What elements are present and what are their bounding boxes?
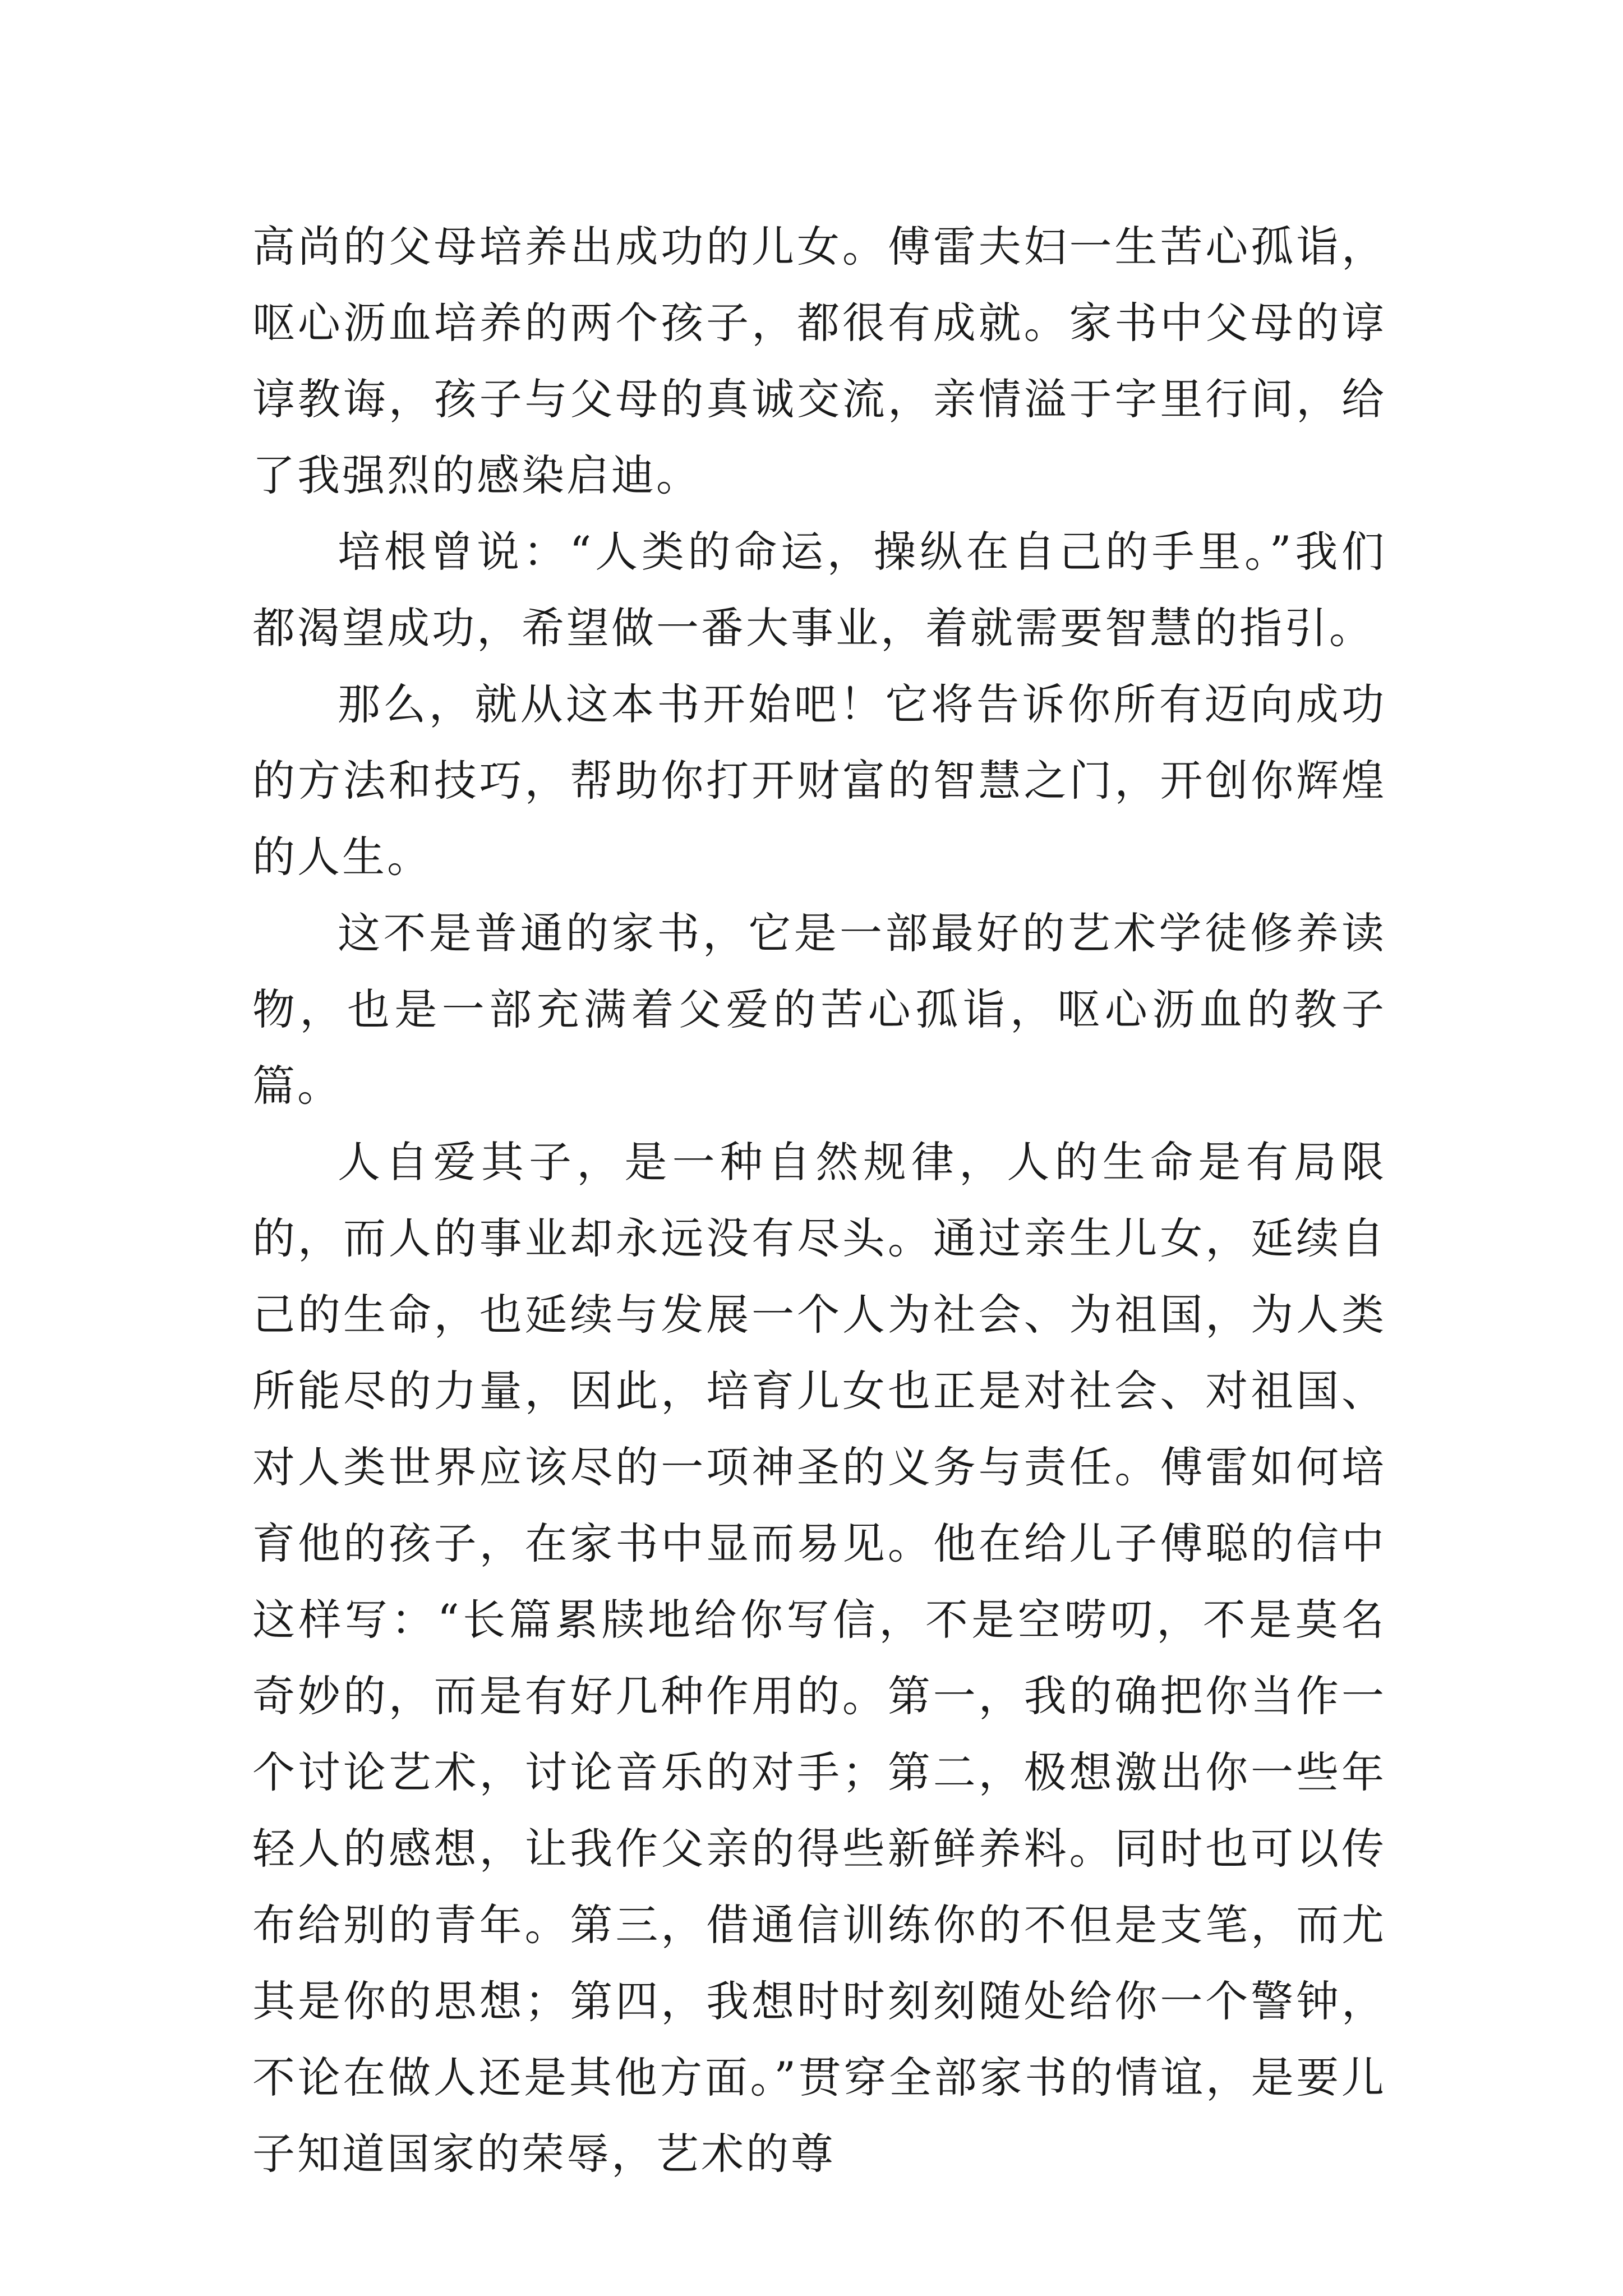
- paragraph-5: 人自爱其子，是一种自然规律，人的生命是有局限的，而人的事业却永远没有尽头。通过亲生儿女，延续自己的生命，也延续与发展一个人为社会、为祖国，为人类所能尽的力量，因此，培育儿女也正是对社会、对祖国、对人类世界应该尽的一项神圣的义务与责任。傅雷如何培育他的孩子，在家书中显而易见。他在给儿子傅聪的信中这样写：“长篇累牍地给你写信，不是空唠叨，不是莫名奇妙的，而是有好几种作用的。第一，我的确把你当作一个讨论艺术，讨论音乐的对手；第二，极想激出你一些年轻人的感想，让我作父亲的得些新鲜养料。同时也可以传布给别的青年。第三，借通信训练你的不但是支笔，而尤其是你的思想；第四，我想时时刻刻随处给你一个警钟，不论在做人还是其他方面。”贯穿全部家书的情谊，是要儿子知道国家的荣辱，艺术的尊: [252, 1137, 1386, 2179]
- paragraph-4: 这不是普通的家书，它是一部最好的艺术学徒修养读物，也是一部充满着父爱的苦心孤诣，呕心沥血的教子篇。: [252, 908, 1386, 1111]
- paragraph-1: 高尚的父母培养出成功的儿女。傅雷夫妇一生苦心孤诣，呕心沥血培养的两个孩子，都很有成就。家书中父母的谆谆教诲，孩子与父母的真诚交流，亲情溢于字里行间，给了我强烈的感染启迪。: [252, 222, 1386, 500]
- body-text: [252, 209, 1386, 2192]
- paragraph-2: 培根曾说：“人类的命运，操纵在自己的手里。”我们都渴望成功，希望做一番大事业，着就需要智慧的指引。: [252, 527, 1386, 653]
- paragraph-3: 那么，就从这本书开始吧！它将告诉你所有迈向成功的方法和技巧，帮助你打开财富的智慧之门，开创你辉煌的人生。: [252, 679, 1386, 882]
